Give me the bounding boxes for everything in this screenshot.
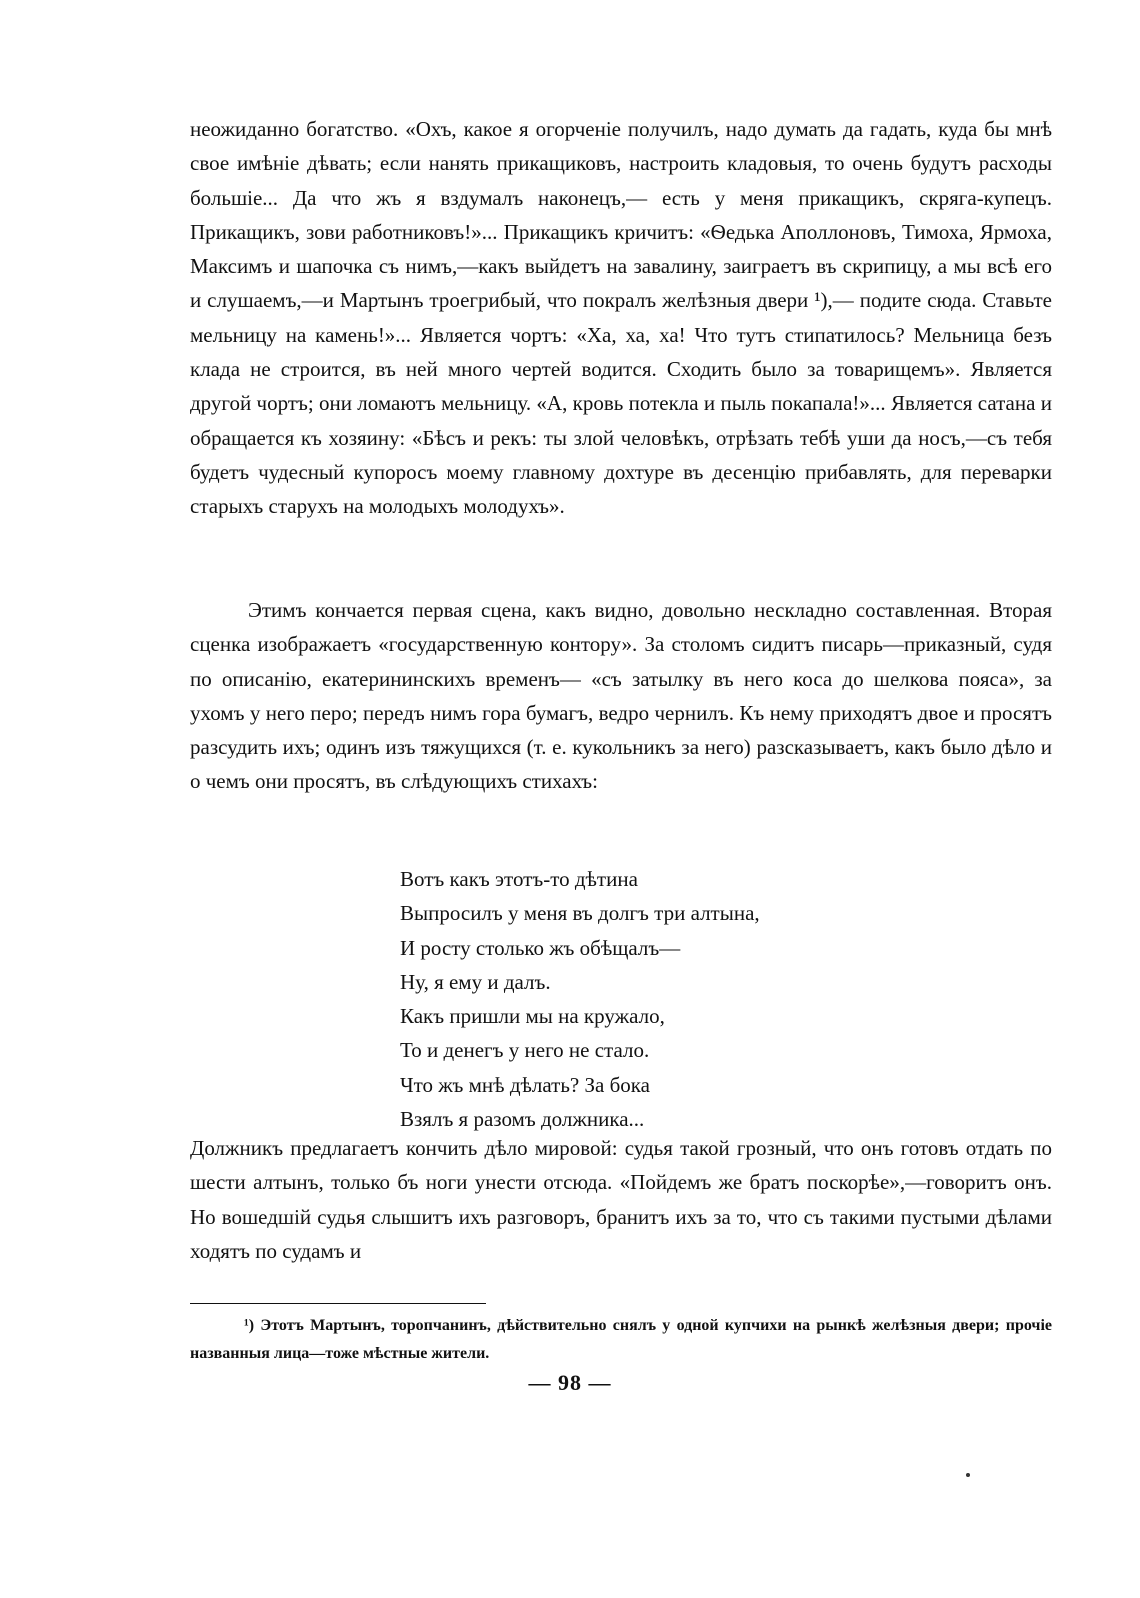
scan-speck [966,1473,970,1477]
verse-block [400,862,960,1136]
verse-line: Ну, я ему и далъ. [400,969,551,994]
verse-line: Какъ пришли мы на кружало, [400,1004,665,1029]
page-number: — 98 — [528,1370,612,1395]
paragraph-1: неожиданно богатство. «Охъ, какое я огорченіе получилъ, надо думать да гадать, куда бы мнѣ свое имѣніе дѣвать; если нанять прикащиковъ, настроить кладовыя, то очень будутъ расходы большіе... Да что жъ я вздумалъ наконецъ,— есть у меня прикащикъ, скряга-купецъ. Прикащикъ, зови работниковъ!»... Прикащикъ кричитъ: «Ѳедька Аполлоновъ, Тимоха, Ярмоха, Максимъ и шапочка съ нимъ,—какъ выйдетъ на завалину, заиграетъ въ скрипицу, а мы всѣ его и слушаемъ,—и Мартынъ троегрибый, что покралъ желѣзныя двери ¹),— подите сюда. Ставьте мельницу на камень!»... Является чортъ: «Ха, ха, ха! Что тутъ стипатилось? Мельница безъ клада не строится, въ ней много чертей водится. Сходить было за товарищемъ». Является другой чортъ; они ломаютъ мельницу. «А, кровь потекла и пыль покапала!»... Является сатана и обращается къ хозяину: «Бѣсъ и рекъ: ты злой человѣкъ, отрѣзать тебѣ уши да носъ,—съ тебя будетъ чудесный купоросъ моему главному дохтуре въ десенцію прибавлять, для переварки старыхъ старухъ на молодыхъ молодухъ». [190,117,1052,519]
footnote-divider [190,1303,486,1304]
verse-line: Взялъ я разомъ должника... [400,1107,645,1132]
verse-line: То и денегъ у него не стало. [400,1038,650,1063]
verse-line: И росту столько жъ обѣщалъ— [400,935,681,960]
verse-line: Что жъ мнѣ дѣлать? За бока [400,1072,650,1097]
verse-line: Вотъ какъ этотъ-то дѣтина [400,867,638,891]
paragraph-2: Этимъ кончается первая сцена, какъ видно, довольно нескладно составленная. Вторая сценка изображаетъ «государственную контору». За столомъ сидитъ писарь—приказный, судя по описанію, екатерининскихъ временъ— «съ затылку въ него коса до шелкова пояса», за ухомъ у него перо; передъ нимъ гора бумагъ, ведро чернилъ. Къ нему приходятъ двое и просятъ разсудить ихъ; одинъ изъ тяжущихся (т. е. кукольникъ за него) разсказываетъ, какъ было дѣло и о чемъ они просятъ, въ слѣдующихъ стихахъ: [190,598,1052,794]
footnote: ¹) Этотъ Мартынъ, торопчанинъ, дѣйствительно снялъ у одной купчихи на рынкѣ желѣзныя двери; прочіе названныя лица—тоже мѣстные жители. [190,1317,1052,1362]
verse-line: Выпросилъ у меня въ долгъ три алтына, [400,901,760,926]
paragraph-3: Должникъ предлагаетъ кончить дѣло мировой: судья такой грозный, что онъ готовъ отдать по шести алтынъ, только бъ ноги унести отсюда. «Пойдемъ же братъ поскорѣе»,—говоритъ онъ. Но вошедшій судья слышитъ ихъ разговоръ, бранитъ ихъ за то, что съ такими пустыми дѣлами ходятъ по судамъ и [190,1136,1052,1263]
